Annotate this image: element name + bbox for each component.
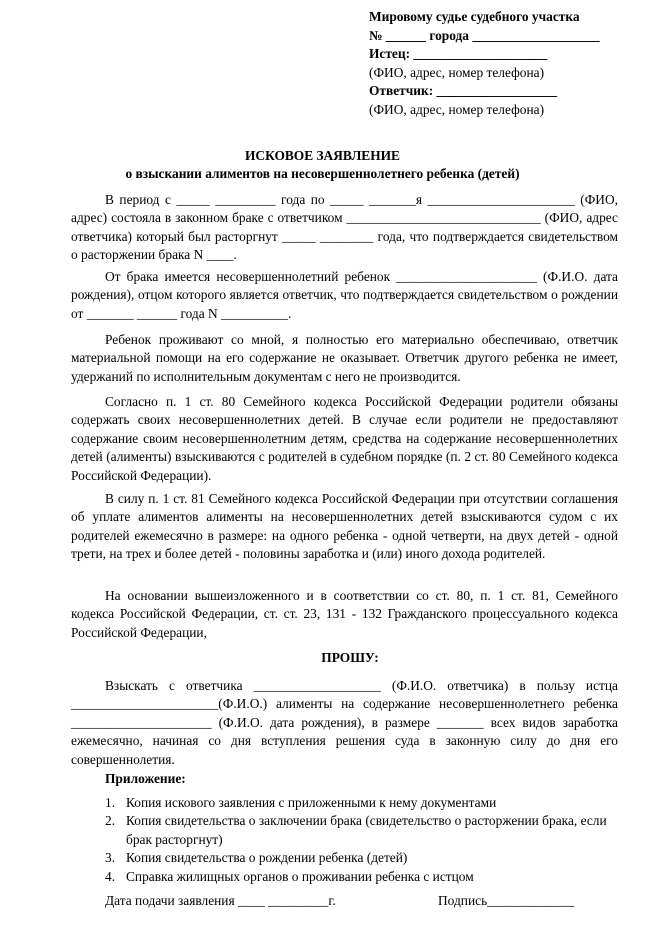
list-item [71,812,618,849]
paragraph-grounds: На основании вышеизложенного и в соответствии со ст. 80, п. 1 ст. 81, Семейного кодекса Российской Федерации, ст. ст. 23, 131 - 132 Гражданского процессуального кодекса Российской Федерации, [71,588,618,640]
plaintiff-note: (ФИО, адрес, номер телефона) [369,64,545,80]
paragraph-residence: Ребенок проживают со мной, я полностью его материально обеспечиваю, ответчик материальной помощи на его содержание не оказывает. Ответчик другого ребенка не имеет, удержаний по исполнительным документам с него не производится. [71,332,618,384]
list-item [71,794,618,812]
request-paragraph [71,677,618,769]
attachments-heading: Приложение: [105,771,186,786]
paragraph-marriage: В период с _____ _________ года по _____ _______я ______________________ (ФИО, адрес) состояла в законном браке с ответчиком _____________________________ (ФИО, адрес ответчика) который был расторгнут _____ ________ года, что подтверждается свидетельством о расторжении брака N ____. [71,192,618,263]
list-item [71,868,618,886]
plaintiff-line [369,45,639,64]
paragraph [71,587,618,642]
list-item-number: 2. [105,813,116,829]
attachments-list [71,794,618,886]
paragraph [71,191,618,265]
list-item-number: 1. [105,795,116,810]
paragraph-child: От брака имеется несовершеннолетний ребенок _____________________ (Ф.И.О. дата рождения), отцом которого является ответчик, что подтверждается свидетельством о рождении от _______ ______ года N __________. [71,269,618,321]
filing-date-line: Дата подачи заявления ____ _________г. [105,893,336,908]
list-item-number: 3. [105,850,116,866]
request-heading: ПРОШУ: [321,650,379,665]
list-item-text: Копия искового заявления с приложенными к нему документами [126,795,497,810]
paragraph [71,268,618,323]
list-item [71,849,618,867]
document-subtitle: о взыскании алиментов на несовершеннолетнего ребенка (детей) [125,166,520,181]
plaintiff-label: Истец: [369,46,411,61]
paragraph [71,393,618,485]
paragraph-article-80: Согласно п. 1 ст. 80 Семейного кодекса Российской Федерации родители обязаны содержать своих несовершеннолетних детей. В случае если родители не предоставляют содержание своим несовершеннолетним детям, средства на содержание несовершеннолетних детей (алименты) взыскиваются с родителей в судебном порядке (п. 2 ст. 80 Семейного кодекса Российской Федерации). [71,394,618,483]
addressee-court: Мировому судье судебного участка [369,9,580,24]
signature-line: Подпись_____________ [438,893,575,908]
document-title: ИСКОВОЕ ЗАЯВЛЕНИЕ [244,148,400,163]
paragraph [71,490,618,564]
list-item-text: Справка жилищных органов о проживании ребенка с истцом [126,868,474,884]
list-item-number: 4. [105,868,116,884]
plaintiff-blank: ____________________ [410,46,548,61]
addressee-block [369,8,639,119]
request-text [71,677,618,769]
paragraph-article-81: В силу п. 1 ст. 81 Семейного кодекса Российской Федерации при отсутствии соглашения об уплате алиментов алименты на несовершеннолетних детей взыскиваются судом с их родителей ежемесячно в размере: на одного ребенка - одной четверти, на двух детей - одной трети, на трех и более детей - половины заработка и (или) иного дохода родителей. [71,491,618,562]
defendant-label: Ответчик: [369,83,434,98]
addressee-court-number: № ______ города ___________________ [369,27,600,43]
list-item-text: Копия свидетельства о рождении ребенка (детей) [126,850,408,866]
defendant-note: (ФИО, адрес, номер телефона) [369,101,545,117]
paragraph [71,331,618,386]
defendant-blank: __________________ [433,83,558,98]
request-text-part1: Взыскать с ответчика ___________________ (Ф.И.О. ответчика) в пользу истца ______________________ [71,678,618,712]
defendant-line [369,82,639,101]
request-text-part2: (Ф.И.О.) алименты на содержание несовершеннолетнего ребенка _____________________ (Ф.И.О. дата рождения), в размере _______ всех видов заработка ежемесячно, начиная со дня вступления решения суда в законную силу до дня его совершеннолетия. [71,696,618,767]
list-item-text: Копия свидетельства о заключении брака (свидетельство о расторжении брака, если брак расторгнут) [126,813,607,847]
